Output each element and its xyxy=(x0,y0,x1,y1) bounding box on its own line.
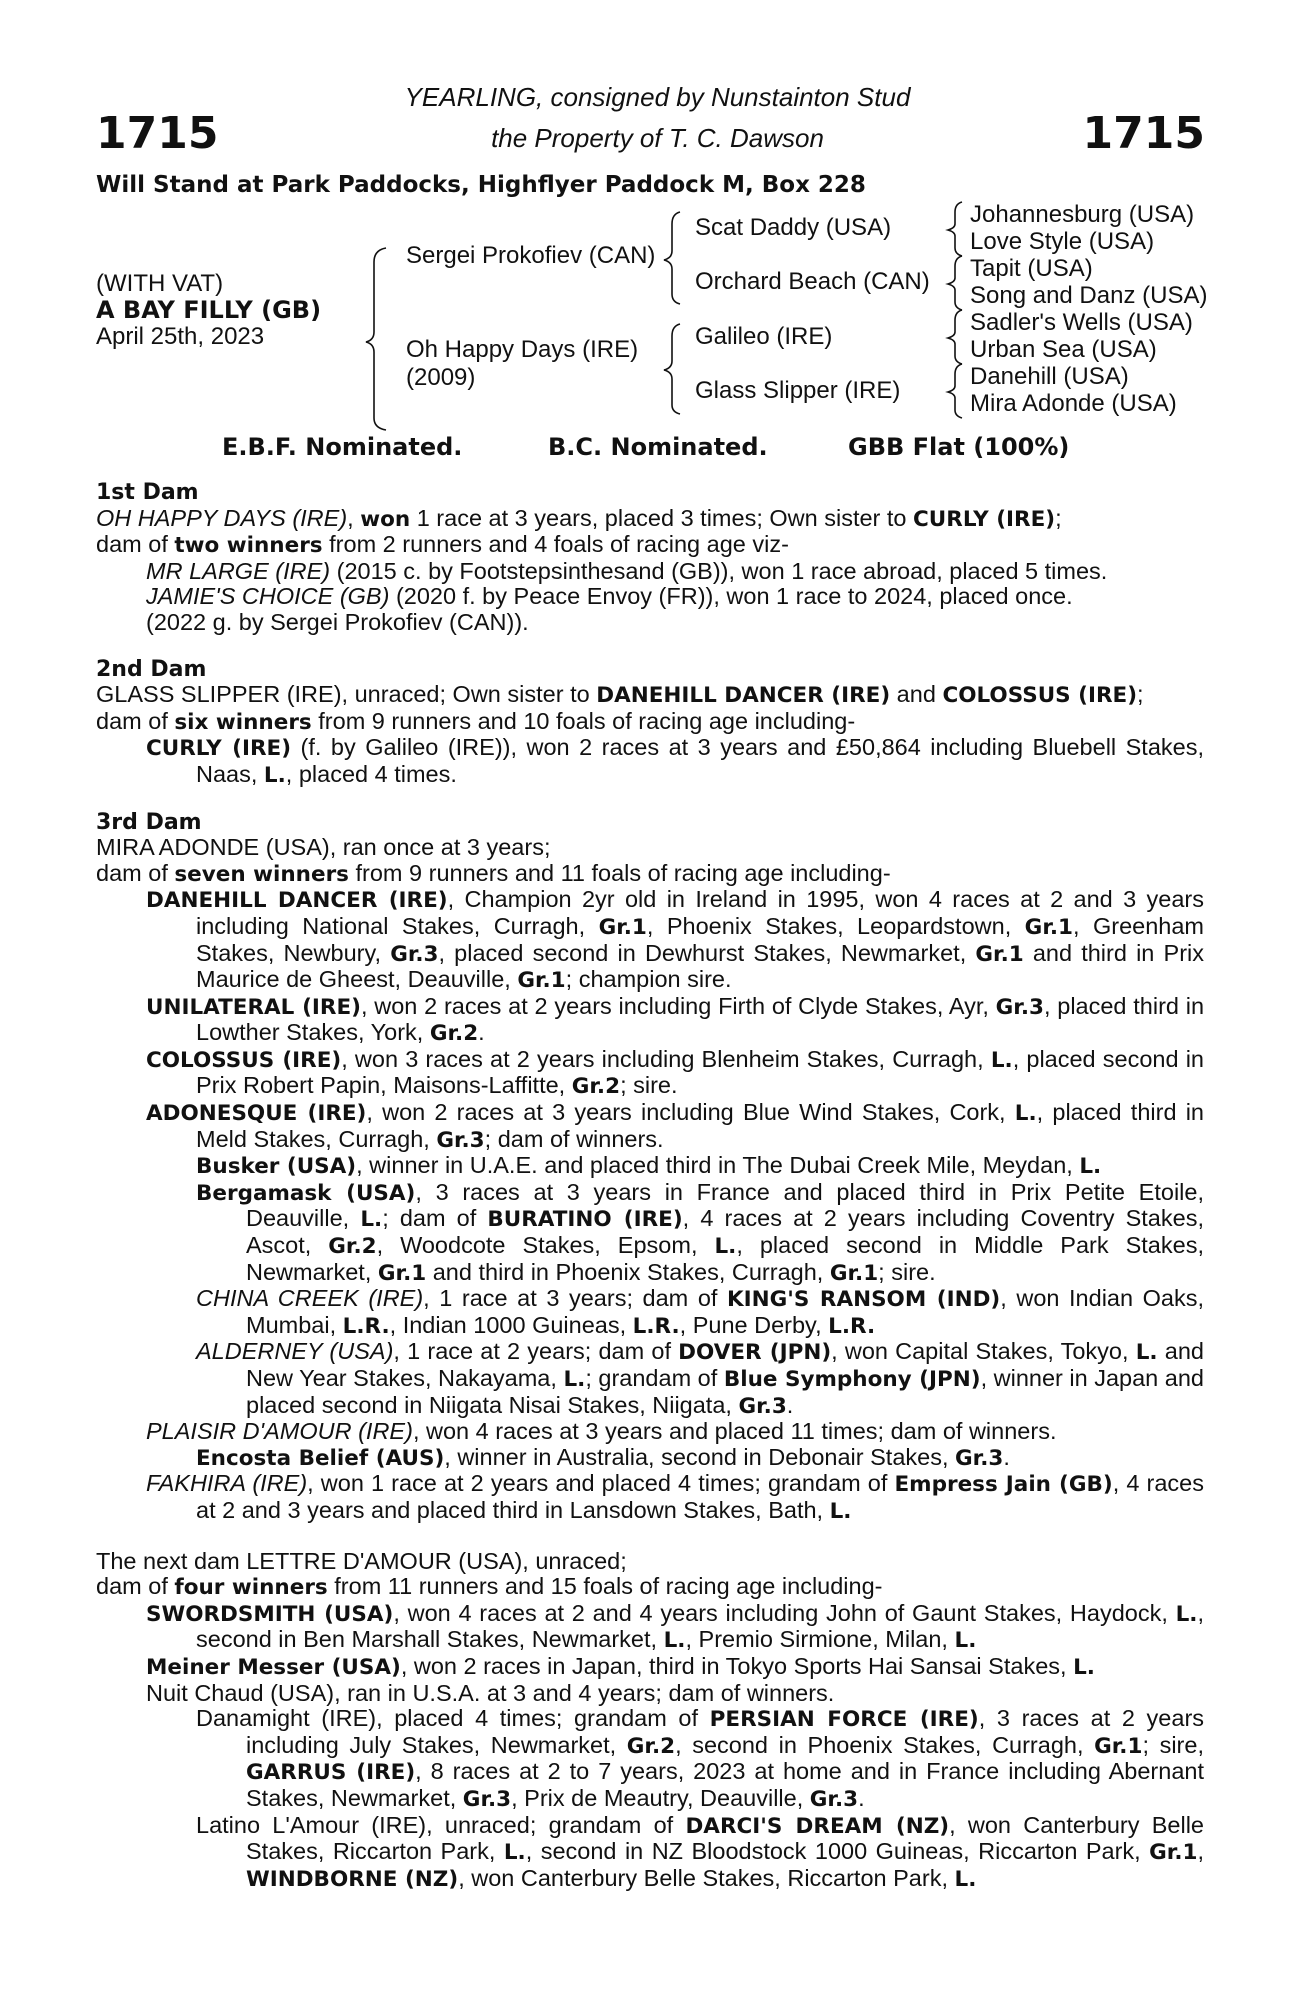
produce-item: Meiner Messer (USA), won 2 races in Japan, third in Tokyo Sports Hai Sansai Stakes, L. xyxy=(146,1652,1095,1680)
produce-item: PLAISIR D'AMOUR (IRE), won 4 races at 3 years and placed 11 times; dam of winners. xyxy=(146,1418,1057,1445)
produce-item: JAMIE'S CHOICE (GB) (2020 f. by Peace Envoy (FR)), won 1 race to 2024, placed once. xyxy=(146,583,1073,610)
first-dam-line: OH HAPPY DAYS (IRE), won 1 race at 3 years, placed 3 times; Own sister to CURLY (IRE); xyxy=(96,504,1062,532)
ancestor-3: Tapit (USA) xyxy=(970,255,1093,282)
ancestor-8: Mira Adonde (USA) xyxy=(970,390,1177,417)
ancestor-5: Sadler's Wells (USA) xyxy=(970,309,1193,336)
first-dam-heading: 1st Dam xyxy=(96,480,199,505)
produce-item: ADONESQUE (IRE), won 2 races at 3 years including Blue Wind Stakes, Cork, L., placed third in Meld Stakes, Curragh, Gr.3; dam of winners. xyxy=(146,1099,1204,1153)
ancestor-6: Urban Sea (USA) xyxy=(970,336,1157,363)
consignor-line: YEARLING, consigned by Nunstainton Stud xyxy=(404,82,911,112)
ancestor-1: Johannesburg (USA) xyxy=(970,201,1195,228)
produce-item: Danamight (IRE), placed 4 times; grandam of PERSIAN FORCE (IRE), 3 races at 2 years including July Stakes, Newmarket, Gr.2, second in Phoenix Stakes, Curragh, Gr.1; sire, GARRUS (IRE), 8 races at 2 to 7 years, 2023 at home and in France including Abernant Stakes, Newmarket, Gr.3, Prix de Meautry, Deauville, Gr.3. xyxy=(196,1705,1205,1812)
produce-item: Latino L'Amour (IRE), unraced; grandam of DARCI'S DREAM (NZ), won Canterbury Belle Stakes, Riccarton Park, L., second in NZ Bloodstock 1000 Guineas, Riccarton Park, Gr.1, WINDBORNE (NZ), won Canterbury Belle Stakes, Riccarton Park, L. xyxy=(196,1811,1204,1892)
stand-location: Will Stand at Park Paddocks, Highflyer Paddock M, Box 228 xyxy=(96,172,866,198)
sire-sire: Scat Daddy (USA) xyxy=(695,214,892,241)
produce-item: (2022 g. by Sergei Prokofiev (CAN)). xyxy=(146,608,529,635)
produce-item: MR LARGE (IRE) (2015 c. by Footstepsinthesand (GB)), won 1 race abroad, placed 5 times. xyxy=(146,557,1108,584)
produce-item: SWORDSMITH (USA), won 4 races at 2 and 4 years including John of Gaunt Stakes, Haydock, L., second in Ben Marshall Stakes, Newmarket, L., Premio Sirmione, Milan, L. xyxy=(146,1599,1204,1654)
produce-item: Nuit Chaud (USA), ran in U.S.A. at 3 and 4 years; dam of winners. xyxy=(146,1679,835,1706)
dam: Oh Happy Days (IRE) xyxy=(406,336,639,363)
third-dam-line: MIRA ADONDE (USA), ran once at 3 years; xyxy=(96,834,551,861)
ancestor-4: Song and Danz (USA) xyxy=(970,282,1208,309)
third-dam-produce-summary: dam of seven winners from 9 runners and 11 foals of racing age including- xyxy=(96,859,891,887)
lot-number-left: 1715 xyxy=(96,108,219,159)
dam-sire: Galileo (IRE) xyxy=(695,323,833,350)
second-dam-line: GLASS SLIPPER (IRE), unraced; Own sister to DANEHILL DANCER (IRE) and COLOSSUS (IRE); xyxy=(96,681,1144,709)
ebf-nomination: E.B.F. Nominated. xyxy=(222,433,463,461)
next-dam-line: The next dam LETTRE D'AMOUR (USA), unraced; xyxy=(96,1547,627,1574)
dam-year: (2009) xyxy=(406,364,476,391)
produce-item: COLOSSUS (IRE), won 3 races at 2 years including Blenheim Stakes, Curragh, L., placed second in Prix Robert Papin, Maisons-Laffitte, Gr.2; sire. xyxy=(146,1045,1205,1100)
lot-number-right: 1715 xyxy=(1082,108,1205,159)
produce-item: CURLY (IRE) (f. by Galileo (IRE)), won 2 races at 3 years and £50,864 including Bluebell Stakes, Naas, L., placed 4 times. xyxy=(146,734,1204,788)
vat-note: (WITH VAT) xyxy=(96,270,224,297)
dam-dam: Glass Slipper (IRE) xyxy=(695,377,901,404)
sire-dam: Orchard Beach (CAN) xyxy=(695,268,930,295)
second-dam-section xyxy=(96,657,1204,789)
next-dam-produce-summary: dam of four winners from 11 runners and 15 foals of racing age including- xyxy=(96,1573,883,1601)
ancestor-7: Danehill (USA) xyxy=(970,363,1129,390)
third-dam-heading: 3rd Dam xyxy=(96,809,202,835)
bc-nomination: B.C. Nominated. xyxy=(548,433,768,461)
produce-item: UNILATERAL (IRE), won 2 races at 2 years including Firth of Clyde Stakes, Ayr, Gr.3, placed third in Lowther Stakes, York, Gr.2. xyxy=(146,992,1205,1047)
produce-item: FAKHIRA (IRE), won 1 race at 2 years and placed 4 times; grandam of Empress Jain (GB), 4 races at 2 and 3 years and placed third in Lansdown Stakes, Bath, L. xyxy=(146,1470,1204,1524)
horse-name: A BAY FILLY (GB) xyxy=(96,296,322,324)
property-line: the Property of T. C. Dawson xyxy=(491,123,824,153)
produce-item: ALDERNEY (USA), 1 race at 2 years; dam of DOVER (JPN), won Capital Stakes, Tokyo, L. and New Year Stakes, Nakayama, L.; grandam of Blue Symphony (JPN), winner in Japan and placed second in Niigata Nisai Stakes, Niigata, Gr.3. xyxy=(196,1338,1204,1419)
produce-item: Busker (USA), winner in U.A.E. and placed third in The Dubai Creek Mile, Meydan, L. xyxy=(196,1152,1102,1180)
produce-item: Bergamask (USA), 3 races at 3 years in France and placed third in Prix Petite Etoile, Deauville, L.; dam of BURATINO (IRE), 4 races at 2 years including Coventry Stakes, Ascot, Gr.2, Woodcote Stakes, Epsom, L., placed second in Middle Park Stakes, Newmarket, Gr.1 and third in Phoenix Stakes, Curragh, Gr.1; sire. xyxy=(196,1178,1204,1286)
produce-item: Encosta Belief (AUS), winner in Australia, second in Debonair Stakes, Gr.3. xyxy=(196,1443,1010,1471)
first-dam-section xyxy=(96,480,1204,636)
catalogue-body xyxy=(96,480,1204,1892)
second-dam-heading: 2nd Dam xyxy=(96,656,207,682)
produce-item: CHINA CREEK (IRE), 1 race at 3 years; dam of KING'S RANSOM (IND), won Indian Oaks, Mumbai, L.R., Indian 1000 Guineas, L.R., Pune Derby, L.R. xyxy=(196,1285,1204,1339)
produce-item: DANEHILL DANCER (IRE), Champion 2yr old in Ireland in 1995, won 4 races at 2 and 3 years including National Stakes, Curragh, Gr.1, Phoenix Stakes, Leopardstown, Gr.1, Greenham Stakes, Newbury, Gr.3, placed second in Dewhurst Stakes, Newmarket, Gr.1 and third in Prix Maurice de Gheest, Deauville, Gr.1; champion sire. xyxy=(146,886,1204,994)
next-dam-section xyxy=(96,1549,1204,1893)
ancestor-2: Love Style (USA) xyxy=(970,228,1155,255)
sire: Sergei Prokofiev (CAN) xyxy=(406,242,656,269)
third-dam-section xyxy=(96,810,1204,1525)
first-dam-produce-summary: dam of two winners from 2 runners and 4 foals of racing age viz- xyxy=(96,531,789,559)
second-dam-produce-summary: dam of six winners from 9 runners and 10 foals of racing age including- xyxy=(96,707,856,735)
foaling-date: April 25th, 2023 xyxy=(96,323,265,350)
gbb-nomination: GBB Flat (100%) xyxy=(848,433,1070,461)
